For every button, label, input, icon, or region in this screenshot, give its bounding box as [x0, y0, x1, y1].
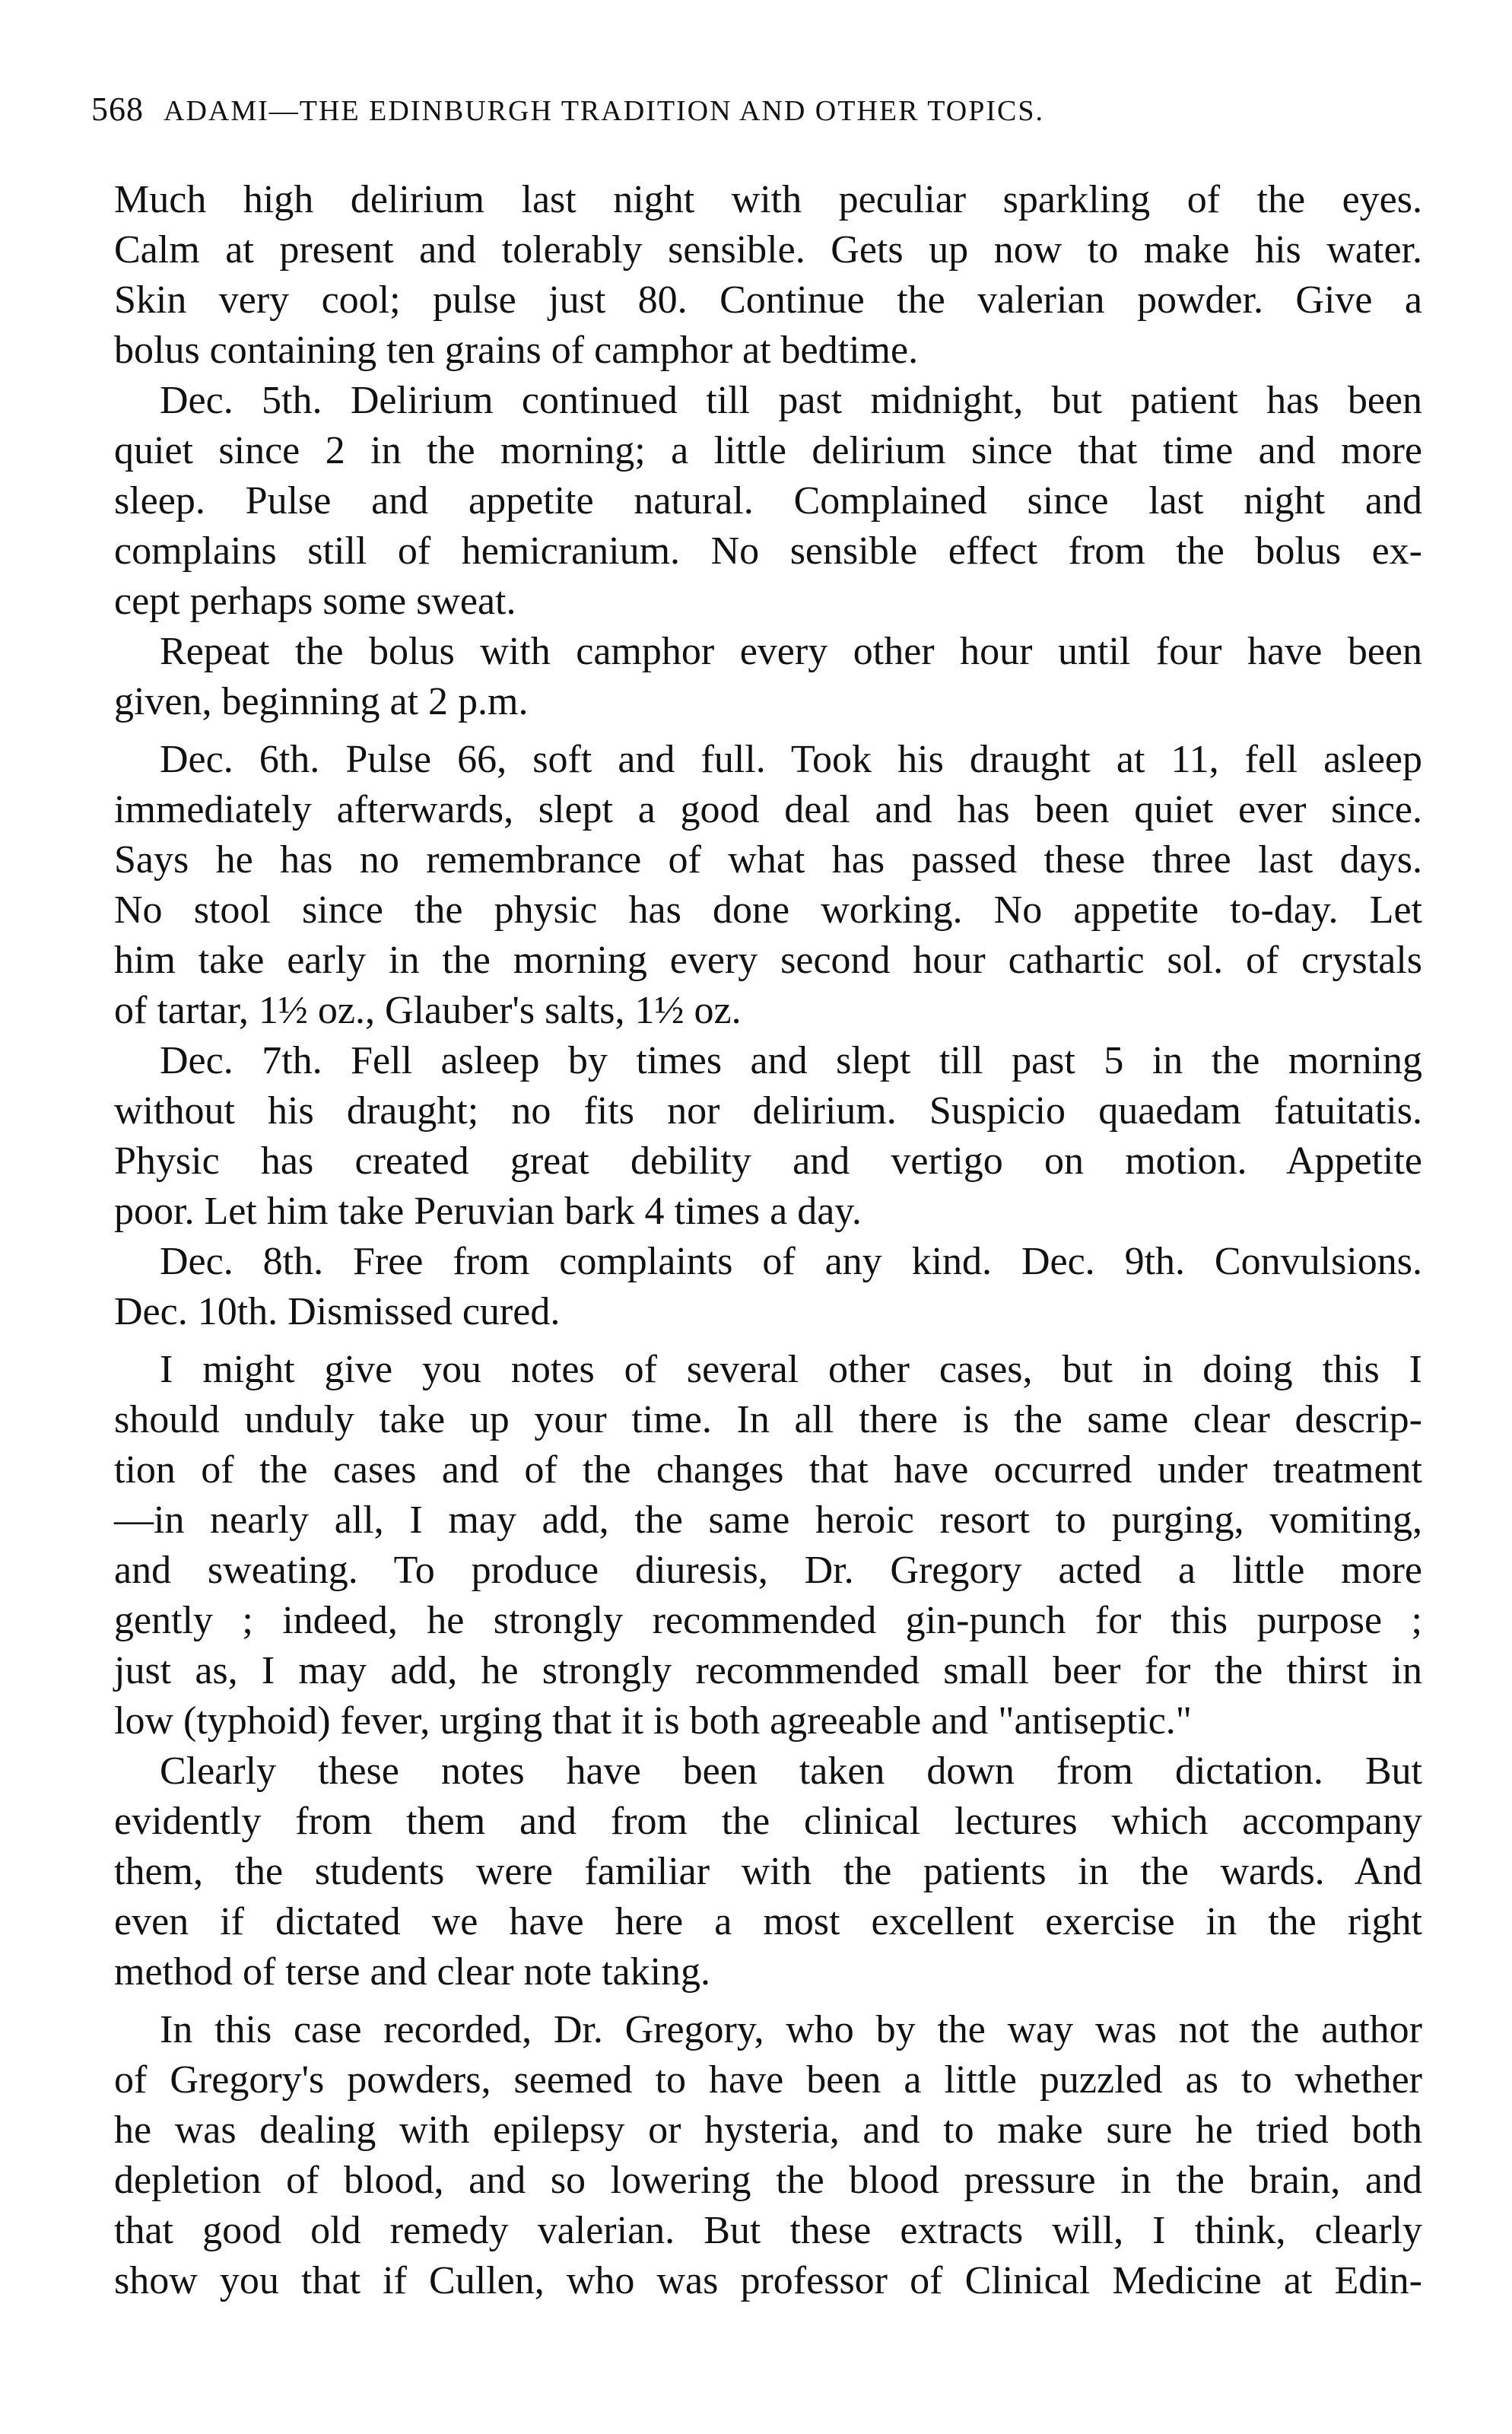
text-line: even if dictated we have here a most excellent exercise in the right: [114, 1900, 1422, 1943]
text-line: low (typhoid) fever, urging that it is both agreeable and "antiseptic.": [114, 1699, 1193, 1743]
text-line: Physic has created great debility and vertigo on motion. Appetite: [114, 1139, 1422, 1183]
text-line: Much high delirium last night with peculiar sparkling of the eyes.: [114, 178, 1422, 221]
text-line: Dec. 8th. Free from complaints of any kind. Dec. 9th. Convulsions.: [160, 1240, 1422, 1283]
page-number: 568: [91, 91, 144, 128]
text-line: In this case recorded, Dr. Gregory, who by the way was not the author: [160, 2008, 1422, 2051]
text-line: Dec. 7th. Fell asleep by times and slept till past 5 in the morning: [160, 1039, 1422, 1082]
text-line: gently ; indeed, he strongly recommended gin-punch for this purpose ;: [114, 1599, 1422, 1642]
text-line: and sweating. To produce diuresis, Dr. Gregory acted a little more: [114, 1549, 1422, 1592]
text-line: —in nearly all, I may add, the same heroic resort to purging, vomiting,: [114, 1498, 1422, 1542]
text-line: method of terse and clear note taking.: [114, 1950, 711, 1994]
text-line: tion of the cases and of the changes that have occurred under treatment: [114, 1448, 1422, 1492]
text-line: of tartar, 1½ oz., Glauber's salts, 1½ oz.: [114, 989, 742, 1032]
text-line: poor. Let him take Peruvian bark 4 times a day.: [114, 1190, 862, 1233]
text-line: given, beginning at 2 p.m.: [114, 680, 529, 723]
text-line: No stool since the physic has done working. No appetite to-day. Let: [114, 888, 1422, 932]
text-line: he was dealing with epilepsy or hysteria, and to make sure he tried both: [114, 2108, 1422, 2152]
text-line: Skin very cool; pulse just 80. Continue the valerian powder. Give a: [114, 278, 1422, 322]
text-line: immediately afterwards, slept a good deal and has been quiet ever since.: [114, 788, 1422, 831]
text-line: show you that if Cullen, who was professor of Clinical Medicine at Edin-: [114, 2259, 1422, 2302]
running-head: [91, 90, 1430, 132]
running-title: ADAMI—THE EDINBURGH TRADITION AND OTHER TOPICS.: [164, 95, 1044, 127]
text-line: should unduly take up your time. In all there is the same clear descrip-: [114, 1398, 1422, 1441]
text-line: of Gregory's powders, seemed to have been a little puzzled as to whether: [114, 2058, 1422, 2102]
text-line: without his draught; no fits nor delirium. Suspicio quaedam fatuitatis.: [114, 1089, 1422, 1133]
text-line: Clearly these notes have been taken down from dictation. But: [160, 1749, 1422, 1793]
text-line: Dec. 10th. Dismissed cured.: [114, 1290, 561, 1333]
text-line: cept perhaps some sweat.: [114, 580, 516, 623]
text-line: Repeat the bolus with camphor every other hour until four have been: [160, 630, 1422, 673]
text-line: sleep. Pulse and appetite natural. Complained since last night and: [114, 479, 1422, 523]
text-line: them, the students were familiar with the patients in the wards. And: [114, 1850, 1422, 1893]
text-line: evidently from them and from the clinical lectures which accompany: [114, 1800, 1422, 1843]
text-line: Says he has no remembrance of what has passed these three last days.: [114, 838, 1422, 882]
text-line: depletion of blood, and so lowering the blood pressure in the brain, and: [114, 2159, 1422, 2202]
text-line: that good old remedy valerian. But these extracts will, I think, clearly: [114, 2209, 1422, 2252]
text-line: Dec. 6th. Pulse 66, soft and full. Took his draught at 11, fell asleep: [160, 738, 1422, 781]
text-line: complains still of hemicranium. No sensible effect from the bolus ex-: [114, 529, 1422, 573]
text-line: bolus containing ten grains of camphor at bedtime.: [114, 329, 919, 372]
body-text: [114, 175, 1422, 2306]
text-line: him take early in the morning every second hour cathartic sol. of crystals: [114, 939, 1422, 982]
text-line: just as, I may add, he strongly recommended small beer for the thirst in: [114, 1649, 1422, 1692]
text-line: Calm at present and tolerably sensible. Gets up now to make his water.: [114, 228, 1422, 272]
text-line: Dec. 5th. Delirium continued till past midnight, but patient has been: [160, 379, 1422, 422]
text-line: I might give you notes of several other cases, but in doing this I: [160, 1348, 1422, 1391]
text-line: quiet since 2 in the morning; a little delirium since that time and more: [114, 429, 1422, 472]
